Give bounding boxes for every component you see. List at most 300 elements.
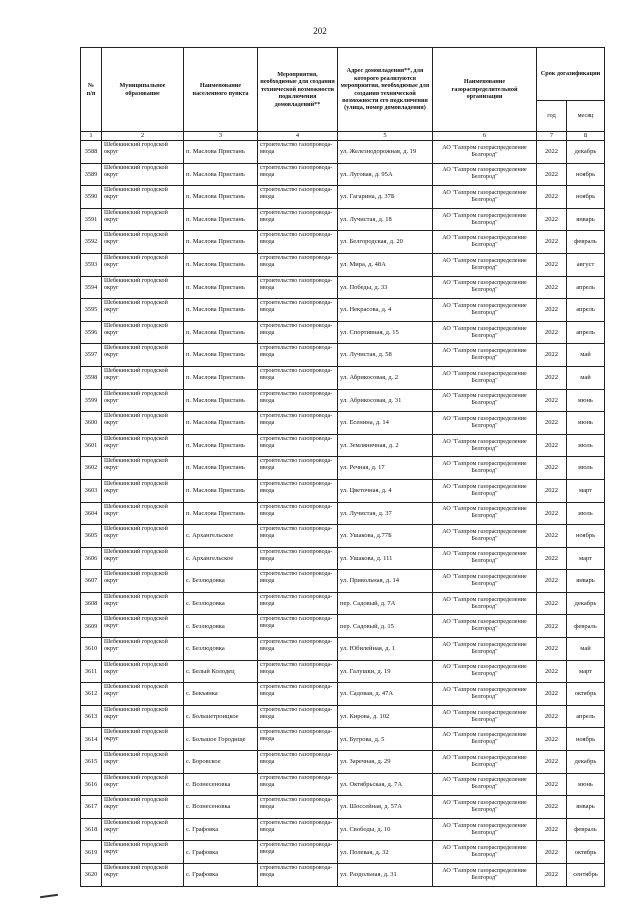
action-cell: строительство газопровода-ввода	[258, 389, 338, 412]
municipality-cell: Шебекинский городской округ	[102, 525, 184, 548]
organization-cell: АО "Газпром газораспределение Белгород"	[433, 864, 537, 887]
action-cell: строительство газопровода-ввода	[258, 705, 338, 728]
month-cell: январь	[567, 796, 605, 819]
address-cell: ул. Луговая, д. 95А	[338, 163, 433, 186]
action-cell: строительство газопровода-ввода	[258, 434, 338, 457]
year-cell: 2022	[537, 253, 567, 276]
address-cell: ул. Юбилейная, д. 1	[338, 638, 433, 661]
row-number: 3617	[81, 796, 102, 819]
address-cell: ул. Речная, д. 17	[338, 457, 433, 480]
table-row	[81, 841, 605, 864]
year-cell: 2022	[537, 366, 567, 389]
month-cell: июль	[567, 457, 605, 480]
action-cell: строительство газопровода-ввода	[258, 457, 338, 480]
organization-cell: АО "Газпром газораспределение Белгород"	[433, 412, 537, 435]
municipality-cell: Шебекинский городской округ	[102, 141, 184, 164]
address-cell: ул. Галушки, д. 19	[338, 660, 433, 683]
month-cell: ноябрь	[567, 163, 605, 186]
organization-cell: АО "Газпром газораспределение Белгород"	[433, 796, 537, 819]
action-cell: строительство газопровода-ввода	[258, 728, 338, 751]
year-cell: 2022	[537, 434, 567, 457]
municipality-cell: Шебекинский городской округ	[102, 751, 184, 774]
table-row	[81, 660, 605, 683]
header-address: Адрес домовладения**, для которого реализуются мероприятия, необходимые для создания технической возможности его подключения (улица, номер домовладения)	[338, 48, 433, 132]
action-cell: строительство газопровода-ввода	[258, 186, 338, 209]
table-row	[81, 592, 605, 615]
address-cell: ул. Бугрова, д. 5	[338, 728, 433, 751]
organization-cell: АО "Газпром газораспределение Белгород"	[433, 231, 537, 254]
column-number: 3	[184, 132, 258, 141]
settlement-cell: п. Маслова Пристань	[184, 389, 258, 412]
action-cell: строительство газопровода-ввода	[258, 276, 338, 299]
month-cell: сентябрь	[567, 864, 605, 887]
municipality-cell: Шебекинский городской округ	[102, 434, 184, 457]
table-row	[81, 479, 605, 502]
action-cell: строительство газопровода-ввода	[258, 299, 338, 322]
address-cell: ул. Кирова, д. 102	[338, 705, 433, 728]
month-cell: декабрь	[567, 141, 605, 164]
settlement-cell: с. Большое Городище	[184, 728, 258, 751]
municipality-cell: Шебекинский городской округ	[102, 638, 184, 661]
year-cell: 2022	[537, 186, 567, 209]
action-cell: строительство газопровода-ввода	[258, 344, 338, 367]
header-deadline: Срок догазификации	[537, 48, 605, 101]
table-row	[81, 728, 605, 751]
settlement-cell: с. Вознесеновка	[184, 773, 258, 796]
organization-cell: АО "Газпром газораспределение Белгород"	[433, 253, 537, 276]
row-number: 3612	[81, 683, 102, 706]
table-row	[81, 344, 605, 367]
row-number: 3605	[81, 525, 102, 548]
row-number: 3598	[81, 366, 102, 389]
address-cell: ул. Земляничная, д. 2	[338, 434, 433, 457]
table-row	[81, 502, 605, 525]
action-cell: строительство газопровода-ввода	[258, 841, 338, 864]
municipality-cell: Шебекинский городской округ	[102, 683, 184, 706]
address-cell: пер. Садовый, д. 7А	[338, 592, 433, 615]
year-cell: 2022	[537, 457, 567, 480]
settlement-cell: с. Графовка	[184, 818, 258, 841]
action-cell: строительство газопровода-ввода	[258, 479, 338, 502]
month-cell: август	[567, 253, 605, 276]
year-cell: 2022	[537, 231, 567, 254]
row-number: 3615	[81, 751, 102, 774]
year-cell: 2022	[537, 321, 567, 344]
settlement-cell: с. Бекъянка	[184, 683, 258, 706]
municipality-cell: Шебекинский городской округ	[102, 570, 184, 593]
month-cell: март	[567, 547, 605, 570]
year-cell: 2022	[537, 389, 567, 412]
settlement-cell: п. Маслова Пристань	[184, 366, 258, 389]
address-cell: ул. Гагарина, д. 37Б	[338, 186, 433, 209]
row-number: 3596	[81, 321, 102, 344]
action-cell: строительство газопровода-ввода	[258, 796, 338, 819]
municipality-cell: Шебекинский городской округ	[102, 253, 184, 276]
table-row	[81, 457, 605, 480]
organization-cell: АО "Газпром газораспределение Белгород"	[433, 773, 537, 796]
action-cell: строительство газопровода-ввода	[258, 525, 338, 548]
year-cell: 2022	[537, 570, 567, 593]
organization-cell: АО "Газпром газораспределение Белгород"	[433, 344, 537, 367]
year-cell: 2022	[537, 615, 567, 638]
year-cell: 2022	[537, 276, 567, 299]
row-number: 3599	[81, 389, 102, 412]
municipality-cell: Шебекинский городской округ	[102, 547, 184, 570]
organization-cell: АО "Газпром газораспределение Белгород"	[433, 547, 537, 570]
table-row	[81, 773, 605, 796]
address-cell: ул. Садовая, д. 47А	[338, 683, 433, 706]
organization-cell: АО "Газпром газораспределение Белгород"	[433, 457, 537, 480]
year-cell: 2022	[537, 728, 567, 751]
row-number: 3613	[81, 705, 102, 728]
table-row	[81, 547, 605, 570]
municipality-cell: Шебекинский городской округ	[102, 502, 184, 525]
settlement-cell: с. Безлюдовка	[184, 592, 258, 615]
address-cell: ул. Лучистая, д. 18	[338, 208, 433, 231]
settlement-cell: п. Маслова Пристань	[184, 253, 258, 276]
row-number: 3603	[81, 479, 102, 502]
month-cell: октябрь	[567, 841, 605, 864]
month-cell: май	[567, 344, 605, 367]
address-cell: ул. Шоссейная, д. 57А	[338, 796, 433, 819]
municipality-cell: Шебекинский городской округ	[102, 321, 184, 344]
settlement-cell: п. Маслова Пристань	[184, 344, 258, 367]
year-cell: 2022	[537, 479, 567, 502]
header-municipality: Муниципальное образование	[102, 48, 184, 132]
header-actions: Мероприятия, необходимые для создания технической возможности подключения домовладений**	[258, 48, 338, 132]
organization-cell: АО "Газпром газораспределение Белгород"	[433, 683, 537, 706]
municipality-cell: Шебекинский городской округ	[102, 208, 184, 231]
municipality-cell: Шебекинский городской округ	[102, 705, 184, 728]
municipality-cell: Шебекинский городской округ	[102, 299, 184, 322]
page-number: 202	[313, 26, 327, 36]
organization-cell: АО "Газпром газораспределение Белгород"	[433, 389, 537, 412]
municipality-cell: Шебекинский городской округ	[102, 366, 184, 389]
month-cell: июнь	[567, 389, 605, 412]
organization-cell: АО "Газпром газораспределение Белгород"	[433, 570, 537, 593]
action-cell: строительство газопровода-ввода	[258, 253, 338, 276]
month-cell: апрель	[567, 321, 605, 344]
month-cell: май	[567, 366, 605, 389]
table-row	[81, 141, 605, 164]
municipality-cell: Шебекинский городской округ	[102, 412, 184, 435]
organization-cell: АО "Газпром газораспределение Белгород"	[433, 366, 537, 389]
row-number: 3611	[81, 660, 102, 683]
column-number: 6	[433, 132, 537, 141]
address-cell: ул. Некрасова, д. 4	[338, 299, 433, 322]
action-cell: строительство газопровода-ввода	[258, 683, 338, 706]
address-cell: ул. Свободы, д. 10	[338, 818, 433, 841]
month-cell: февраль	[567, 615, 605, 638]
year-cell: 2022	[537, 547, 567, 570]
year-cell: 2022	[537, 412, 567, 435]
table-row	[81, 163, 605, 186]
organization-cell: АО "Газпром газораспределение Белгород"	[433, 841, 537, 864]
address-cell: ул. Ушакова, д.77Б	[338, 525, 433, 548]
table-row	[81, 864, 605, 887]
address-cell: ул. Ушакова, д. 111	[338, 547, 433, 570]
row-number: 3595	[81, 299, 102, 322]
address-cell: ул. Заречная, д. 29	[338, 751, 433, 774]
organization-cell: АО "Газпром газораспределение Белгород"	[433, 434, 537, 457]
organization-cell: АО "Газпром газораспределение Белгород"	[433, 502, 537, 525]
row-number: 3594	[81, 276, 102, 299]
address-cell: ул. Победы, д. 33	[338, 276, 433, 299]
table-row	[81, 705, 605, 728]
table-row	[81, 299, 605, 322]
action-cell: строительство газопровода-ввода	[258, 231, 338, 254]
table-row	[81, 434, 605, 457]
table-body	[81, 141, 605, 887]
table-row	[81, 412, 605, 435]
row-number: 3604	[81, 502, 102, 525]
organization-cell: АО "Газпром газораспределение Белгород"	[433, 751, 537, 774]
month-cell: февраль	[567, 818, 605, 841]
table-row	[81, 796, 605, 819]
month-cell: ноябрь	[567, 525, 605, 548]
month-cell: январь	[567, 208, 605, 231]
table-row	[81, 186, 605, 209]
municipality-cell: Шебекинский городской округ	[102, 344, 184, 367]
organization-cell: АО "Газпром газораспределение Белгород"	[433, 592, 537, 615]
table-row	[81, 525, 605, 548]
table-row	[81, 276, 605, 299]
month-cell: март	[567, 660, 605, 683]
year-cell: 2022	[537, 705, 567, 728]
settlement-cell: п. Маслова Пристань	[184, 434, 258, 457]
column-number: 2	[102, 132, 184, 141]
action-cell: строительство газопровода-ввода	[258, 502, 338, 525]
municipality-cell: Шебекинский городской округ	[102, 841, 184, 864]
municipality-cell: Шебекинский городской округ	[102, 864, 184, 887]
row-number: 3618	[81, 818, 102, 841]
year-cell: 2022	[537, 299, 567, 322]
address-cell: ул. Лучистая, д. 58	[338, 344, 433, 367]
row-number: 3614	[81, 728, 102, 751]
settlement-cell: с. Графовка	[184, 841, 258, 864]
header-year: год	[537, 101, 567, 132]
address-cell: ул. Привольная, д. 14	[338, 570, 433, 593]
organization-cell: АО "Газпром газораспределение Белгород"	[433, 163, 537, 186]
action-cell: строительство газопровода-ввода	[258, 547, 338, 570]
column-number: 4	[258, 132, 338, 141]
address-cell: ул. Абрикосовая, д. 2	[338, 366, 433, 389]
settlement-cell: с. Безлюдовка	[184, 570, 258, 593]
table-row	[81, 321, 605, 344]
action-cell: строительство газопровода-ввода	[258, 660, 338, 683]
column-number: 1	[81, 132, 102, 141]
month-cell: апрель	[567, 276, 605, 299]
year-cell: 2022	[537, 773, 567, 796]
settlement-cell: п. Маслова Пристань	[184, 276, 258, 299]
month-cell: июнь	[567, 773, 605, 796]
settlement-cell: п. Маслова Пристань	[184, 479, 258, 502]
month-cell: декабрь	[567, 751, 605, 774]
table-row	[81, 683, 605, 706]
month-cell: ноябрь	[567, 186, 605, 209]
year-cell: 2022	[537, 502, 567, 525]
month-cell: декабрь	[567, 592, 605, 615]
row-number: 3606	[81, 547, 102, 570]
organization-cell: АО "Газпром газораспределение Белгород"	[433, 525, 537, 548]
month-cell: июль	[567, 434, 605, 457]
month-cell: март	[567, 479, 605, 502]
action-cell: строительство газопровода-ввода	[258, 321, 338, 344]
year-cell: 2022	[537, 683, 567, 706]
row-number: 3592	[81, 231, 102, 254]
month-cell: ноябрь	[567, 728, 605, 751]
header-num: № п/п	[81, 48, 102, 132]
row-number: 3607	[81, 570, 102, 593]
action-cell: строительство газопровода-ввода	[258, 208, 338, 231]
organization-cell: АО "Газпром газораспределение Белгород"	[433, 660, 537, 683]
header-month: месяц	[567, 101, 605, 132]
municipality-cell: Шебекинский городской округ	[102, 773, 184, 796]
municipality-cell: Шебекинский городской округ	[102, 479, 184, 502]
table-row	[81, 818, 605, 841]
organization-cell: АО "Газпром газораспределение Белгород"	[433, 638, 537, 661]
address-cell: ул. Раздольная, д. 31	[338, 864, 433, 887]
header-settlement: Наименование населенного пункта	[184, 48, 258, 132]
row-number: 3593	[81, 253, 102, 276]
address-cell: ул. Мира, д. 48А	[338, 253, 433, 276]
organization-cell: АО "Газпром газораспределение Белгород"	[433, 208, 537, 231]
row-number: 3609	[81, 615, 102, 638]
municipality-cell: Шебекинский городской округ	[102, 660, 184, 683]
year-cell: 2022	[537, 660, 567, 683]
address-cell: ул. Цветочная, д. 4	[338, 479, 433, 502]
month-cell: июль	[567, 502, 605, 525]
organization-cell: АО "Газпром газораспределение Белгород"	[433, 186, 537, 209]
municipality-cell: Шебекинский городской округ	[102, 818, 184, 841]
action-cell: строительство газопровода-ввода	[258, 773, 338, 796]
row-number: 3619	[81, 841, 102, 864]
municipality-cell: Шебекинский городской округ	[102, 186, 184, 209]
year-cell: 2022	[537, 818, 567, 841]
settlement-cell: п. Маслова Пристань	[184, 163, 258, 186]
action-cell: строительство газопровода-ввода	[258, 615, 338, 638]
settlement-cell: с. Графовка	[184, 864, 258, 887]
table-row	[81, 638, 605, 661]
year-cell: 2022	[537, 638, 567, 661]
year-cell: 2022	[537, 344, 567, 367]
column-numbers-row	[81, 132, 605, 141]
action-cell: строительство газопровода-ввода	[258, 366, 338, 389]
table-row	[81, 615, 605, 638]
year-cell: 2022	[537, 864, 567, 887]
row-number: 3616	[81, 773, 102, 796]
municipality-cell: Шебекинский городской округ	[102, 592, 184, 615]
table-row	[81, 389, 605, 412]
settlement-cell: п. Маслова Пристань	[184, 412, 258, 435]
month-cell: февраль	[567, 231, 605, 254]
settlement-cell: п. Маслова Пристань	[184, 457, 258, 480]
action-cell: строительство газопровода-ввода	[258, 412, 338, 435]
row-number: 3602	[81, 457, 102, 480]
month-cell: октябрь	[567, 683, 605, 706]
action-cell: строительство газопровода-ввода	[258, 570, 338, 593]
address-cell: ул. Есенина, д. 14	[338, 412, 433, 435]
organization-cell: АО "Газпром газораспределение Белгород"	[433, 321, 537, 344]
table-row	[81, 366, 605, 389]
year-cell: 2022	[537, 163, 567, 186]
row-number: 3597	[81, 344, 102, 367]
row-number: 3608	[81, 592, 102, 615]
year-cell: 2022	[537, 525, 567, 548]
table-row	[81, 751, 605, 774]
organization-cell: АО "Газпром газораспределение Белгород"	[433, 299, 537, 322]
address-cell: ул. Белгородская, д. 20	[338, 231, 433, 254]
year-cell: 2022	[537, 751, 567, 774]
month-cell: январь	[567, 570, 605, 593]
month-cell: апрель	[567, 705, 605, 728]
table-row	[81, 253, 605, 276]
organization-cell: АО "Газпром газораспределение Белгород"	[433, 479, 537, 502]
action-cell: строительство газопровода-ввода	[258, 592, 338, 615]
address-cell: ул. Абрикосовая, д. 31	[338, 389, 433, 412]
municipality-cell: Шебекинский городской округ	[102, 796, 184, 819]
month-cell: апрель	[567, 299, 605, 322]
year-cell: 2022	[537, 841, 567, 864]
month-cell: июнь	[567, 412, 605, 435]
row-number: 3600	[81, 412, 102, 435]
month-cell: май	[567, 638, 605, 661]
municipality-cell: Шебекинский городской округ	[102, 728, 184, 751]
settlement-cell: с. Безлюдовка	[184, 615, 258, 638]
settlement-cell: с. Большетроицкое	[184, 705, 258, 728]
settlement-cell: п. Маслова Пристань	[184, 502, 258, 525]
organization-cell: АО "Газпром газораспределение Белгород"	[433, 705, 537, 728]
settlement-cell: с. Безлюдовка	[184, 638, 258, 661]
action-cell: строительство газопровода-ввода	[258, 818, 338, 841]
settlement-cell: п. Маслова Пристань	[184, 231, 258, 254]
address-cell: ул. Лучистая, д. 37	[338, 502, 433, 525]
address-cell: ул. Железнодорожная, д. 19	[338, 141, 433, 164]
municipality-cell: Шебекинский городской округ	[102, 389, 184, 412]
address-cell: пер. Садовый, д. 15	[338, 615, 433, 638]
organization-cell: АО "Газпром газораспределение Белгород"	[433, 615, 537, 638]
organization-cell: АО "Газпром газораспределение Белгород"	[433, 141, 537, 164]
municipality-cell: Шебекинский городской округ	[102, 457, 184, 480]
year-cell: 2022	[537, 592, 567, 615]
settlement-cell: п. Маслова Пристань	[184, 299, 258, 322]
action-cell: строительство газопровода-ввода	[258, 864, 338, 887]
address-cell: ул. Полевая, д. 32	[338, 841, 433, 864]
municipality-cell: Шебекинский городской округ	[102, 163, 184, 186]
settlement-cell: с. Архангельское	[184, 547, 258, 570]
year-cell: 2022	[537, 208, 567, 231]
municipality-cell: Шебекинский городской округ	[102, 276, 184, 299]
address-cell: ул. Спортивная, д. 15	[338, 321, 433, 344]
action-cell: строительство газопровода-ввода	[258, 638, 338, 661]
header-organization: Наименование газораспределительной организации	[433, 48, 537, 132]
row-number: 3620	[81, 864, 102, 887]
settlement-cell: п. Маслова Пристань	[184, 208, 258, 231]
settlement-cell: п. Маслова Пристань	[184, 186, 258, 209]
action-cell: строительство газопровода-ввода	[258, 751, 338, 774]
table-row	[81, 570, 605, 593]
gasification-table	[80, 47, 605, 887]
address-cell: ул. Октябрьская, д. 7А	[338, 773, 433, 796]
municipality-cell: Шебекинский городской округ	[102, 615, 184, 638]
scan-mark	[40, 894, 58, 898]
column-number: 8	[567, 132, 605, 141]
year-cell: 2022	[537, 796, 567, 819]
action-cell: строительство газопровода-ввода	[258, 163, 338, 186]
organization-cell: АО "Газпром газораспределение Белгород"	[433, 728, 537, 751]
year-cell: 2022	[537, 141, 567, 164]
settlement-cell: п. Маслова Пристань	[184, 321, 258, 344]
